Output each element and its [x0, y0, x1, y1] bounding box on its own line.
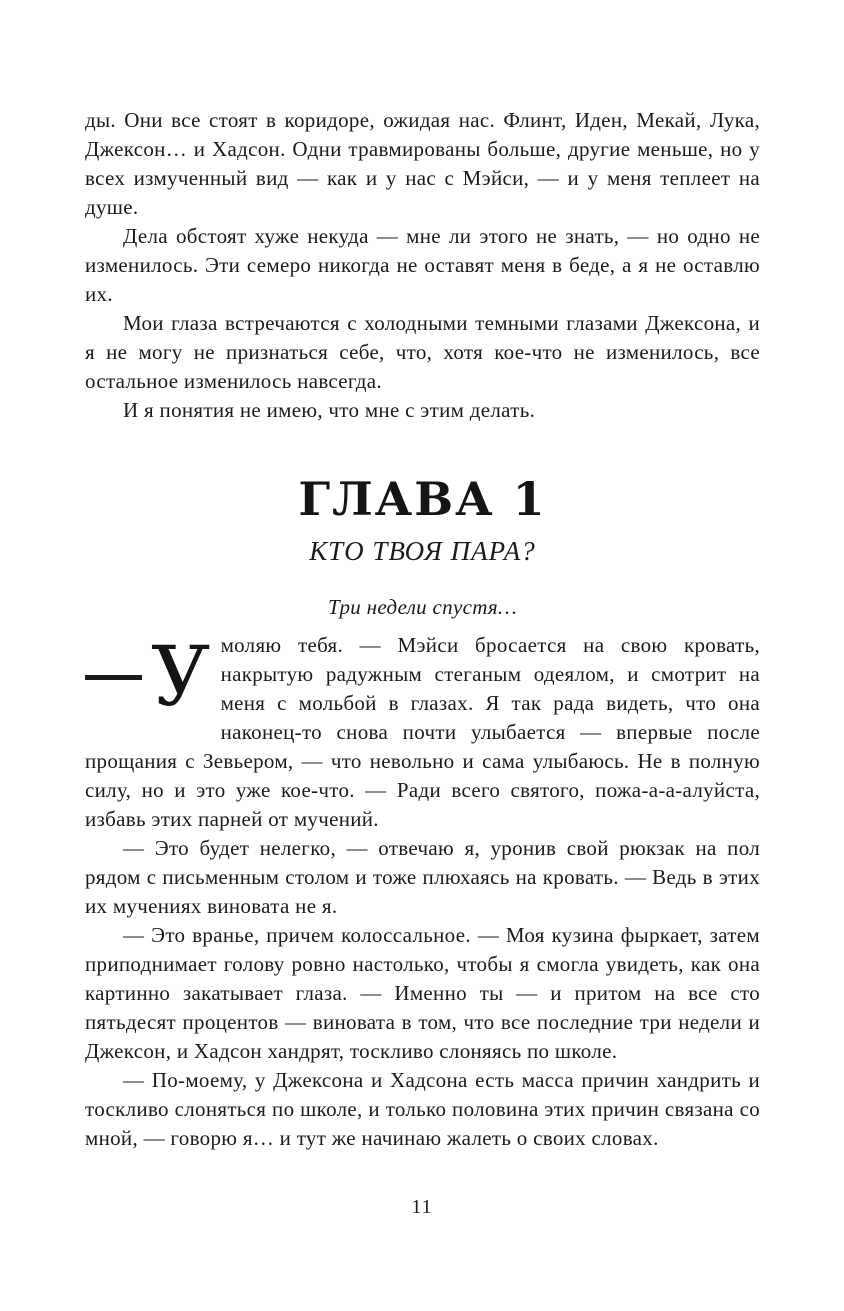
page-text-block — [85, 106, 760, 1153]
continuation-paragraph: Дела обстоят хуже некуда — мне ли этого не знать, — но одно не изменилось. Эти семеро никогда не оставят меня в беде, а я не оставлю их. — [85, 224, 760, 306]
dialogue-paragraph: — Это будет нелегко, — отвечаю я, уронив свой рюкзак на пол рядом с письменным столом и тоже плюхаясь на кровать. — Ведь в этих их мучениях виновата не я. — [85, 836, 760, 918]
drop-cap-group — [85, 629, 211, 725]
chapter-time-note: Три недели спустя… — [328, 595, 517, 619]
continuation-paragraph: ды. Они все стоят в коридоре, ожидая нас. Флинт, Иден, Мекай, Лука, Джексон… и Хадсон. Одни травмированы больше, другие меньше, но у всех измученный вид — как и у нас с Мэйси, — и у меня теплеет на душе. — [85, 108, 760, 219]
dialogue-paragraph: — По-моему, у Джексона и Хадсона есть масса причин хандрить и тоскливо слоняться по школе, и только половина этих причин связана со мной, — говорю я… и тут же начинаю жалеть о своих словах. — [85, 1068, 760, 1150]
continuation-paragraph: Мои глаза встречаются с холодными темными глазами Джексона, и я не могу не признаться себе, что, хотя кое-что не изменилось, все остальное изменилось навсегда. — [85, 311, 760, 393]
chapter-subtitle: КТО ТВОЯ ПАРА? — [309, 536, 536, 566]
continuation-paragraph: И я понятия не имею, что мне с этим делать. — [123, 398, 536, 422]
drop-cap-letter: У — [151, 629, 211, 725]
opening-paragraph — [85, 631, 760, 834]
chapter-title: ГЛАВА 1 — [298, 472, 547, 526]
page-number: 11 — [411, 1196, 433, 1218]
opening-paragraph-text: моляю тебя. — Мэйси бросается на свою кровать, накрытую радужным стеганым одеялом, и смотрит на меня с мольбой в глазах. Я так рада видеть, что она наконец-то снова почти улыбается — впервые после прощания с Зевьером, — что невольно и сама улыбаюсь. Не в полную силу, но и это уже кое-что. — Ради всего святого, пожа-а-а-алуйста, избавь этих парней от мучений. — [85, 633, 760, 831]
dialogue-paragraph: — Это вранье, причем колоссальное. — Моя кузина фыркает, затем приподнимает голову ровно настолько, чтобы я смогла увидеть, как она картинно закатывает глаза. — Именно ты — и притом на все сто пятьдесят процентов — виновата в том, что все последние три недели и Джексон, и Хадсон хандрят, тоскливо слоняясь по школе. — [85, 923, 760, 1063]
em-dash-rule — [85, 675, 142, 680]
page-footer — [0, 1196, 844, 1219]
